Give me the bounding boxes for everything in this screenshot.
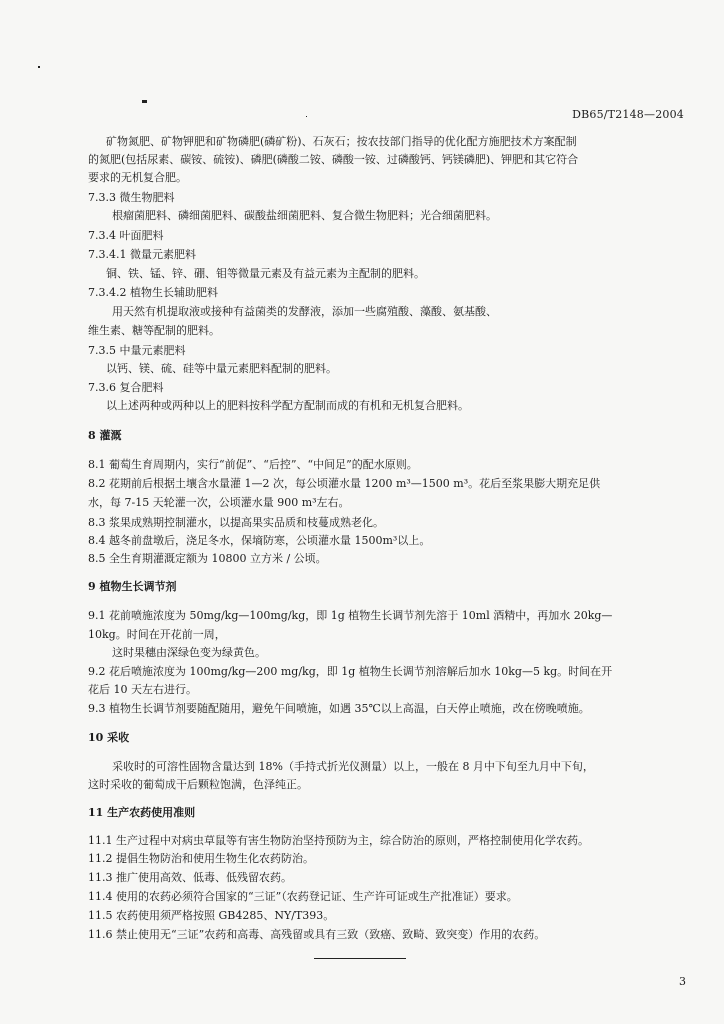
paragraph-line: 铜、铁、锰、锌、硼、钼等微量元素及有益元素为主配制的肥料。 <box>106 267 425 280</box>
paragraph-line: 9.3 植物生长调节剂要随配随用，避免午间喷施，如遇 35℃以上高温，白天停止喷施，改在傍晚喷施。 <box>88 702 590 715</box>
section-heading: 7.3.4 叶面肥料 <box>88 229 164 242</box>
scan-speck <box>142 100 147 103</box>
paragraph-line: 8.2 花期前后根据土壤含水量灌 1—2 次，每公顷灌水量 1200 m³—1500 m³。花后至浆果膨大期充足供 <box>88 477 601 490</box>
paragraph-line: 要求的无机复合肥。 <box>88 171 187 184</box>
paragraph-line: 采收时的可溶性固物含量达到 18%（手持式折光仪测量）以上，一般在 8 月中下旬至九月中下旬， <box>112 760 594 773</box>
chapter-heading: 8 灌溉 <box>88 429 122 442</box>
paragraph-line: 11.6 禁止使用无“三证”农药和高毒、高残留或具有三致（致癌、致畸、致突变）作用的农药。 <box>88 928 546 941</box>
chapter-heading: 9 植物生长调节剂 <box>88 580 177 593</box>
paragraph-line: 水，每 7-15 天轮灌一次，公顷灌水量 900 m³左右。 <box>88 496 350 509</box>
paragraph-line: 10kg。时间在开花前一周， <box>88 628 226 641</box>
section-heading: 7.3.5 中量元素肥料 <box>88 344 186 357</box>
scan-speck <box>38 66 40 68</box>
paragraph-line: 11.3 推广使用高效、低毒、低残留农药。 <box>88 871 292 884</box>
section-heading: 7.3.3 微生物肥料 <box>88 191 175 204</box>
section-heading: 7.3.4.2 植物生长辅助肥料 <box>88 286 218 299</box>
paragraph-line: 11.2 提倡生物防治和使用生物生化农药防治。 <box>88 852 314 865</box>
standard-code: DB65/T2148—2004 <box>572 108 684 121</box>
paragraph-line: 11.5 农药使用须严格按照 GB4285、NY/T393。 <box>88 909 335 922</box>
section-heading: 7.3.6 复合肥料 <box>88 381 164 394</box>
paragraph-line: 以上述两种或两种以上的肥料按科学配方配制而成的有机和无机复合肥料。 <box>106 399 469 412</box>
paragraph-line: 9.2 花后喷施浓度为 100mg/kg—200 mg/kg，即 1g 植物生长调节剂溶解后加水 10kg—5 kg。时间在开 <box>88 665 613 678</box>
scan-speck <box>306 116 307 117</box>
paragraph-line: 8.4 越冬前盘墩后，浇足冬水，保墒防寒，公顷灌水量 1500m³以上。 <box>88 534 431 547</box>
chapter-heading: 10 采收 <box>88 731 130 744</box>
chapter-heading: 11 生产农药使用准则 <box>88 806 196 819</box>
end-rule <box>314 958 406 959</box>
section-heading: 7.3.4.1 微量元素肥料 <box>88 248 196 261</box>
paragraph-line: 维生素、糖等配制的肥料。 <box>88 324 220 337</box>
paragraph-line: 以钙、镁、硫、硅等中量元素肥料配制的肥料。 <box>106 362 337 375</box>
paragraph-line: 11.4 使用的农药必须符合国家的“三证”（农药登记证、生产许可证或生产批准证）要求。 <box>88 890 518 903</box>
paragraph-line: 9.1 花前喷施浓度为 50mg/kg—100mg/kg，即 1g 植物生长调节剂先溶于 10ml 酒精中，再加水 20kg— <box>88 609 613 622</box>
paragraph-line: 矿物氮肥、矿物钾肥和矿物磷肥(磷矿粉)、石灰石；按农技部门指导的优化配方施肥技术方案配制 <box>106 135 577 148</box>
paragraph-line: 8.5 全生育期灌溉定额为 10800 立方米 / 公顷。 <box>88 552 327 565</box>
page-number: 3 <box>679 975 686 988</box>
paragraph-line: 花后 10 天左右进行。 <box>88 683 197 696</box>
paragraph-line: 根瘤菌肥料、磷细菌肥料、碳酸盐细菌肥料、复合微生物肥料；光合细菌肥料。 <box>112 209 497 222</box>
paragraph-line: 的氮肥(包括尿素、碳铵、硫铵)、磷肥(磷酸二铵、磷酸一铵、过磷酸钙、钙镁磷肥)、钾肥和其它符合 <box>88 153 579 166</box>
paragraph-line: 用天然有机提取液或接种有益菌类的发酵液，添加一些腐殖酸、藻酸、氨基酸、 <box>112 305 497 318</box>
paragraph-line: 这时果穗由深绿色变为绿黄色。 <box>112 646 266 659</box>
paragraph-line: 8.1 葡萄生育周期内，实行“前促”、“后控”、“中间足”的配水原则。 <box>88 458 418 471</box>
paragraph-line: 这时采收的葡萄成干后颗粒饱满，色泽纯正。 <box>88 778 308 791</box>
paragraph-line: 11.1 生产过程中对病虫草鼠等有害生物防治坚持预防为主，综合防治的原则，严格控制使用化学农药。 <box>88 834 589 847</box>
paragraph-line: 8.3 浆果成熟期控制灌水，以提高果实品质和枝蔓成熟老化。 <box>88 516 384 529</box>
